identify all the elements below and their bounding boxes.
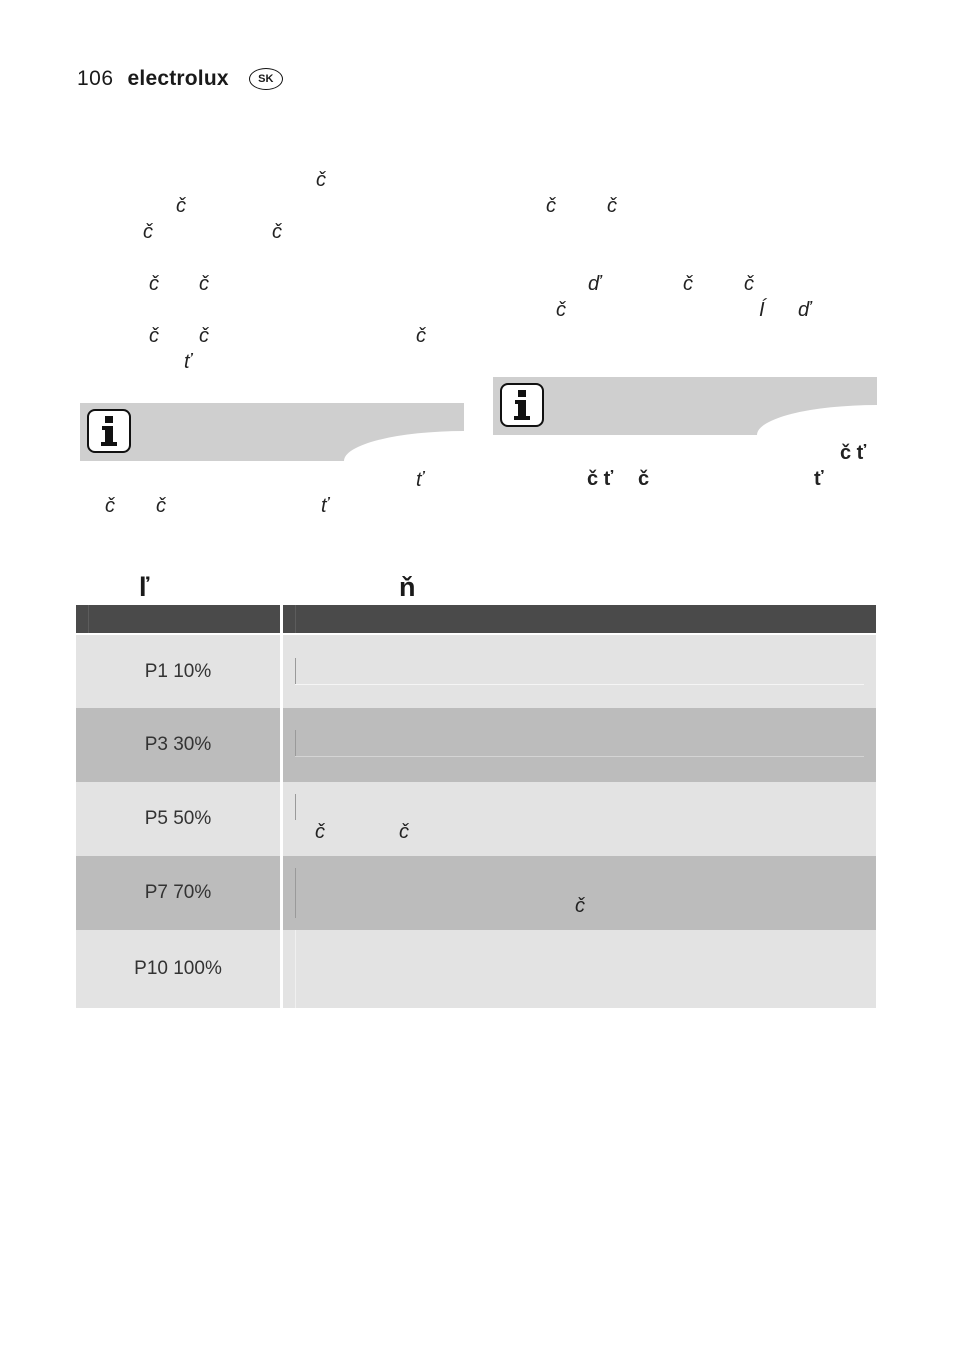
text-glyph: č ť [840, 442, 867, 464]
text-glyph: č [272, 221, 282, 243]
description-cell [283, 782, 876, 856]
description-cell [283, 635, 876, 708]
text-glyph: č [416, 325, 426, 347]
language-badge: SK [249, 68, 283, 90]
note-box-left [80, 403, 464, 461]
page-number: 106 [77, 67, 114, 90]
table-heading-left: ľ [139, 572, 150, 602]
text-glyph: č [399, 821, 409, 843]
brand-logo: electrolux [127, 67, 229, 90]
text-glyph: č [316, 169, 326, 191]
heat-settings-table [76, 605, 876, 1008]
text-glyph: č [143, 221, 153, 243]
level-cell: P10 100% [134, 958, 222, 979]
text-glyph: ť [184, 351, 192, 373]
description-cell [283, 930, 876, 1008]
table-header [76, 605, 876, 633]
table-heading-right: ň [399, 572, 416, 602]
table-row [76, 708, 876, 782]
description-cell [283, 708, 876, 782]
text-glyph: č [556, 299, 566, 321]
text-glyph: ď [798, 299, 811, 321]
info-icon [500, 383, 544, 427]
table-row [76, 782, 876, 856]
text-glyph: č [149, 273, 159, 295]
note-box-right [493, 377, 877, 435]
text-glyph: č [607, 195, 617, 217]
info-icon [87, 409, 131, 453]
text-glyph: ť [416, 469, 424, 491]
text-glyph: ť [814, 468, 824, 490]
text-glyph: č [149, 325, 159, 347]
level-cell: P7 70% [144, 882, 212, 903]
text-glyph: č [199, 325, 209, 347]
text-glyph: č [105, 495, 115, 517]
text-glyph: č [156, 495, 166, 517]
text-glyph: č [199, 273, 209, 295]
description-cell [283, 856, 876, 930]
text-glyph: ď [588, 273, 601, 295]
page-header [77, 64, 283, 94]
level-cell: P3 30% [144, 734, 212, 755]
text-glyph: ť [321, 495, 329, 517]
table-row [76, 635, 876, 708]
text-glyph: č [176, 195, 186, 217]
text-glyph: č [638, 468, 650, 490]
text-glyph: č [683, 273, 693, 295]
level-cell: P1 10% [144, 660, 212, 682]
text-glyph: č ť [587, 468, 614, 490]
text-glyph: Í [759, 299, 765, 321]
table-row [76, 856, 876, 930]
text-glyph: č [575, 895, 585, 917]
level-cell: P5 50% [144, 808, 212, 829]
text-glyph: č [315, 821, 325, 843]
text-glyph: č [744, 273, 754, 295]
table-row [76, 930, 876, 1008]
text-glyph: č [546, 195, 556, 217]
